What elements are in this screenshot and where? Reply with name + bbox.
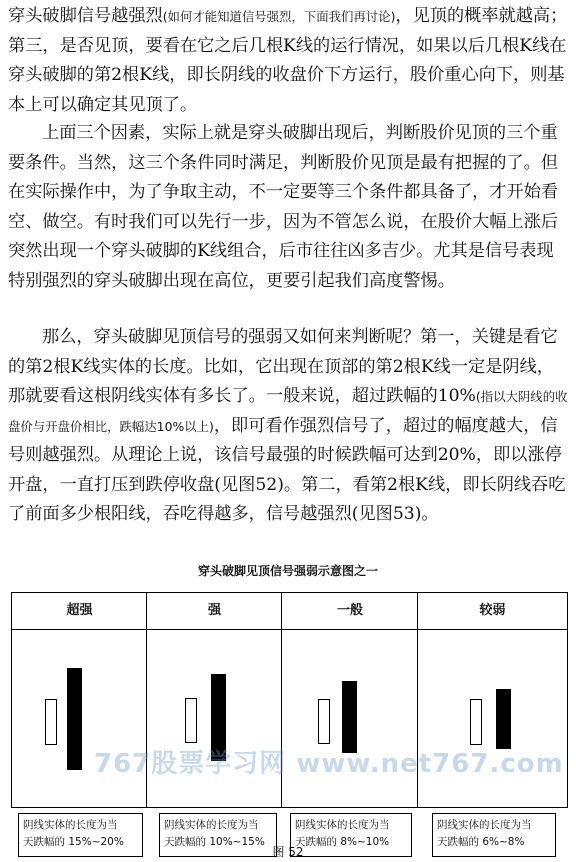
p1-text-c: ，见顶的概率就越高；第三，是否见顶，要看在它之后几根K线的运行情况，如果以后几根K线在穿头破脚的第2根K线，即长阴线的收盘价下方运行，股价重心向下，则基本上可以确定其见顶了。 bbox=[8, 6, 568, 115]
paragraph-1 bbox=[8, 2, 568, 120]
watermark: 767股票学习网 www.net767.com bbox=[94, 749, 564, 779]
panel-label: 较弱 bbox=[418, 593, 567, 630]
p1-aside: (如何才能知道信号强烈，下面我们再讨论) bbox=[162, 9, 396, 24]
note-line-2: 天跌幅的 6%~8% bbox=[437, 836, 525, 848]
yang-candle bbox=[45, 699, 57, 745]
panel-label: 超强 bbox=[12, 593, 147, 630]
note-line-2: 天跌幅的 15%~20% bbox=[23, 836, 124, 848]
note-line-1: 阴线实体的长度为当 bbox=[23, 819, 118, 831]
yang-candle bbox=[185, 698, 197, 743]
figure-caption: 图 52 bbox=[272, 845, 304, 859]
figure-frame bbox=[11, 592, 568, 848]
p3-text-a: 那么，穿头破脚见顶信号的强弱又如何来判断呢？第一，关键是看它的第2根K线实体的长度。比如，它出现在顶部的第2根K线一定是阴线，那就要看这根阴线实体有多长了。一般来说，超过跌幅的10% bbox=[8, 327, 558, 406]
note-line-2: 天跌幅的 10%~15% bbox=[164, 836, 265, 848]
note-line-1: 阴线实体的长度为当 bbox=[295, 819, 390, 831]
paragraph-2: 上面三个因素，实际上就是穿头破脚出现后，判断股价见顶的三个重要条件。当然，这三个条件同时满足，判断股价见顶是最有把握的了。但在实际操作中，为了争取主动，不一定要等三个条件都具备了，才开始看空、做空。有时我们可以先行一步，因为不管怎么说，在股价大幅上涨后突然出现一个穿头破脚的K线组合，后市往往凶多吉少。尤其是信号表现特别强烈的穿头破脚出现在高位，更要引起我们高度警惕。 bbox=[8, 123, 559, 291]
note-line-1: 阴线实体的长度为当 bbox=[437, 819, 532, 831]
yang-candle bbox=[318, 699, 330, 744]
figure-title: 穿头破脚见顶信号强弱示意图之一 bbox=[197, 564, 378, 578]
p3-text-c: ，即可看作强烈信号了，超过的幅度越大，信号则越强烈。从理论上说，该信号最强的时候跌幅可达到20%，即以涨停开盘，一直打压到跌停收盘(见图52)。第二，看第2根K线，即长阴线吞吃了前面多少根阳线，吞吃得越多，信号越强烈(见图53)。 bbox=[8, 415, 566, 524]
note-line-1: 阴线实体的长度为当 bbox=[164, 819, 259, 831]
p3-aside: (指以大阴线的收盘价与开盘价相比，跌幅达10%以上) bbox=[8, 389, 568, 434]
note-line-2: 天跌幅的 8%~10% bbox=[295, 836, 390, 848]
paragraph-3 bbox=[8, 323, 568, 530]
panel-label: 一般 bbox=[282, 593, 418, 630]
yin-candle bbox=[496, 689, 511, 749]
yang-candle bbox=[470, 699, 482, 745]
yin-candle bbox=[67, 668, 82, 770]
panel-label: 强 bbox=[147, 593, 282, 630]
figure-52 bbox=[0, 552, 576, 862]
p1-text-a: 穿头破脚信号越强烈 bbox=[8, 6, 163, 26]
